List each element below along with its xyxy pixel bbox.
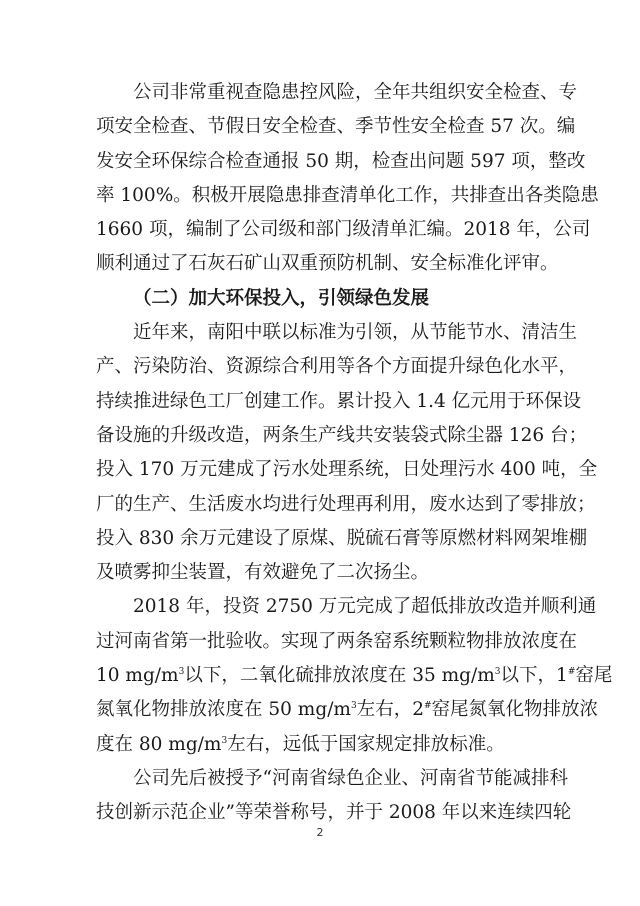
- text-line: [96, 693, 599, 727]
- text-line: 公司先后被授予“河南省绿色企业、河南省节能减排科: [133, 767, 568, 789]
- text-line: 公司非常重视查隐患控风险，全年共组织安全检查、专: [133, 82, 578, 103]
- text-run: 氮氧化物排放浓度在 50 mg/m: [96, 699, 351, 721]
- text-line: 技创新示范企业”等荣誉称号，并于 2008 年以来连续四轮: [96, 802, 572, 824]
- text-line: 率 100%。积极开展隐患排查清单化工作，共排查出各类隐患: [96, 184, 599, 206]
- text-line: 产、污染防治、资源综合利用等各个方面提升绿色化水平，: [96, 356, 578, 378]
- text-run: 左右，远低于国家规定排放标准。: [227, 733, 505, 755]
- text-run: 10 mg/m: [96, 665, 179, 687]
- superscript: 3: [350, 701, 357, 712]
- text-line: [96, 659, 613, 693]
- text-line: 顺利通过了石灰石矿山双重预防机制、安全标准化评审。: [96, 253, 559, 275]
- text-run: 以下，1: [500, 665, 568, 687]
- page-number: 2: [316, 826, 324, 839]
- text-run: 以下，二氧化硫排放浓度在 35 mg/m: [184, 665, 495, 687]
- text-line: 1660 项，编制了公司级和部门级清单汇编。2018 年，公司: [96, 219, 591, 241]
- text-line: 及喷雾抑尘装置，有效避免了二次扬尘。: [96, 562, 430, 584]
- text-line: 备设施的升级改造，两条生产线共安装袋式除尘器 126 台；: [96, 424, 588, 446]
- superscript: #: [567, 666, 576, 677]
- text-line: 投入 830 余万元建设了原煤、脱硫石膏等原燃材料网架堆棚: [96, 527, 588, 549]
- text-line: 项安全检查、节假日安全检查、季节性安全检查 57 次。编: [96, 116, 576, 138]
- text-run: 窑尾氮氧化物排放浓: [431, 699, 599, 721]
- document-body: [96, 76, 613, 831]
- paragraph: [96, 316, 598, 590]
- superscript: #: [423, 701, 432, 712]
- text-run: 窑尾: [575, 665, 613, 687]
- text-line: 过河南省第一批验收。实现了两条窑系统颗粒物排放浓度在: [96, 630, 578, 652]
- section-heading: （二）加大环保投入，引领绿色发展: [133, 287, 430, 309]
- text-line: 2018 年，投资 2750 万元完成了超低排放改造并顺利通: [133, 596, 597, 618]
- text-run: 左右，2: [356, 699, 424, 721]
- superscript: 3: [221, 735, 228, 746]
- text-line: 厂的生产、生活废水均进行处理再利用，废水达到了零排放；: [96, 493, 596, 515]
- paragraph: [96, 762, 572, 831]
- text-line: 投入 170 万元建成了污水处理系统，日处理污水 400 吨，全: [96, 459, 598, 481]
- paragraph: [96, 76, 599, 282]
- text-line: 发安全环保综合检查通报 50 期，检查出问题 597 项，整改: [96, 150, 586, 172]
- paragraph: [96, 590, 613, 761]
- text-line: 持续推进绿色工厂创建工作。累计投入 1.4 亿元用于环保设: [96, 390, 582, 412]
- text-line: 近年来，南阳中联以标准为引领，从节能节水、清洁生: [133, 322, 578, 344]
- text-line: [96, 728, 552, 762]
- text-run: 度在 80 mg/m: [96, 733, 222, 755]
- superscript: 3: [494, 666, 501, 677]
- superscript: 3: [178, 666, 185, 677]
